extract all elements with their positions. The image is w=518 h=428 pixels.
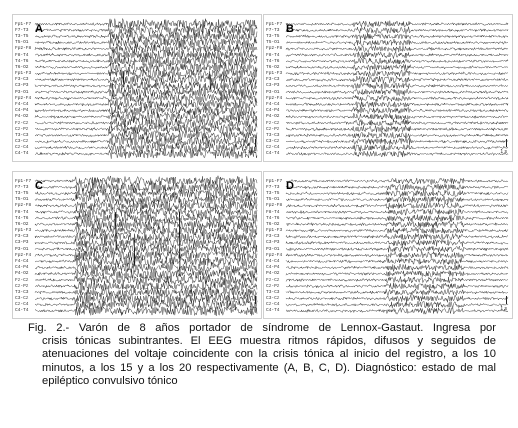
eeg-trace <box>286 89 508 96</box>
channel-label: T4-T6 <box>266 58 280 64</box>
eeg-trace <box>286 39 508 46</box>
channel-label: Cz-Pz <box>266 283 280 289</box>
channel-label: T3-C3 <box>266 289 280 295</box>
channel-label: T3-C3 <box>15 289 29 295</box>
channel-label: Fp1-F7 <box>266 178 283 184</box>
channel-label: F3-C3 <box>266 77 280 83</box>
eeg-trace <box>286 33 508 40</box>
channel-label: P3-O1 <box>266 89 280 95</box>
eeg-trace <box>35 176 257 187</box>
scale-label-d: 1 s <box>500 306 507 312</box>
channel-label: Fp1-F7 <box>15 21 32 27</box>
channel-label: T4-T6 <box>15 215 29 221</box>
eeg-panel-c <box>12 171 262 319</box>
eeg-trace <box>286 45 508 52</box>
eeg-trace <box>35 207 257 218</box>
scale-bar-c <box>255 296 256 304</box>
channel-label: Fp2-F4 <box>15 95 32 101</box>
channel-label: T6-O2 <box>15 221 29 227</box>
channel-label: Cz-C4 <box>266 145 280 151</box>
eeg-spike <box>113 84 114 100</box>
eeg-trace <box>286 301 508 308</box>
eeg-trace <box>35 99 257 110</box>
channel-label: F8-T4 <box>15 209 29 215</box>
eeg-trace <box>286 70 508 77</box>
channel-label: Fp1-F3 <box>266 71 283 77</box>
eeg-trace <box>286 283 508 290</box>
channel-label: T4-T6 <box>15 58 29 64</box>
eeg-trace <box>286 138 508 145</box>
channel-label: T3-T5 <box>266 190 280 196</box>
channel-label: F7-T3 <box>266 184 280 190</box>
channel-label: Fp1-F3 <box>15 71 32 77</box>
eeg-panel-b <box>263 14 513 162</box>
eeg-trace <box>286 239 508 246</box>
caption-first-line: Fig. 2.- Varón de 8 años portador de síndrome de Lennox-Gastaut. Ingresa por <box>28 322 496 334</box>
eeg-trace <box>286 58 508 64</box>
scale-label-b: 1 s <box>500 149 507 155</box>
channel-label: Cz-Pz <box>15 126 29 132</box>
channel-label: Fp2-F8 <box>15 203 32 209</box>
channel-label: Cz-Pz <box>15 283 29 289</box>
channel-label: P3-O1 <box>15 89 29 95</box>
eeg-trace <box>286 190 508 197</box>
panel-label-c: C <box>35 180 43 192</box>
eeg-trace <box>286 21 508 28</box>
panel-label-a: A <box>35 23 43 35</box>
channel-label: C4-T4 <box>266 151 280 157</box>
eeg-trace <box>286 245 508 252</box>
channel-label: T3-C3 <box>15 132 29 138</box>
channel-label: F7-T3 <box>15 184 29 190</box>
eeg-trace <box>286 202 508 210</box>
channel-label: Fz-Cz <box>266 277 280 283</box>
channel-label: T6-O2 <box>15 64 29 70</box>
eeg-trace <box>35 188 257 199</box>
channel-label: Fz-Cz <box>266 120 280 126</box>
channel-label: T6-O2 <box>266 221 280 227</box>
eeg-trace <box>286 308 508 315</box>
eeg-trace <box>286 64 508 71</box>
scale-bar-a <box>255 139 256 147</box>
channel-label: F8-T4 <box>266 52 280 58</box>
scale-bar-d <box>506 296 507 304</box>
eeg-trace <box>35 43 257 54</box>
eeg-trace <box>286 271 508 278</box>
eeg-panel-d <box>263 171 513 319</box>
channel-label: F7-T3 <box>266 27 280 33</box>
eeg-trace <box>286 131 508 138</box>
eeg-trace <box>35 213 257 224</box>
channel-label: F4-C4 <box>266 101 280 107</box>
eeg-trace <box>286 107 508 114</box>
channel-label: C3-Cz <box>15 139 29 145</box>
eeg-traces-c <box>13 172 262 319</box>
channel-label: C4-T4 <box>266 308 280 314</box>
channel-label: Fp2-F8 <box>15 46 32 52</box>
channel-label: F3-C3 <box>266 234 280 240</box>
figure-caption <box>28 322 496 388</box>
channel-label: Cz-C4 <box>266 302 280 308</box>
eeg-trace <box>286 145 508 152</box>
eeg-trace <box>286 221 508 228</box>
channel-label: C3-Cz <box>15 296 29 302</box>
eeg-trace <box>286 196 508 203</box>
channel-label: P3-O1 <box>15 246 29 252</box>
eeg-trace <box>35 86 257 97</box>
eeg-trace <box>286 227 508 234</box>
eeg-trace <box>286 277 508 284</box>
eeg-trace <box>286 125 508 132</box>
eeg-trace <box>286 27 508 34</box>
channel-label: F8-T4 <box>15 52 29 58</box>
channel-label: F8-T4 <box>266 209 280 215</box>
eeg-trace <box>286 208 508 215</box>
eeg-trace <box>35 231 257 242</box>
eeg-trace <box>286 257 508 264</box>
channel-label: T6-O2 <box>266 64 280 70</box>
eeg-trace <box>286 95 508 101</box>
channel-label: Fp1-F3 <box>15 228 32 234</box>
eeg-trace <box>35 306 257 316</box>
channel-label: F4-C4 <box>15 258 29 264</box>
channel-label: Fp1-F7 <box>15 178 32 184</box>
eeg-trace <box>286 295 508 302</box>
eeg-trace <box>286 151 508 157</box>
eeg-trace <box>286 264 508 271</box>
channel-label: T5-O1 <box>266 40 280 46</box>
channel-label: F4-C4 <box>266 258 280 264</box>
caption-body: crisis tónicas subintrantes. El EEG muestra ritmos rápidos, difusos y seguidos de atenuaciones del voltaje coincidente con la crisis tónica al inicio del registro, a los 10 minutos, a los 15 y a los 20 respectivamente (A, B, C, D). Diagnóstico: estado de mal epiléptico convulsivo tónico <box>42 335 496 387</box>
channel-label: C3-P3 <box>266 240 280 246</box>
channel-label: T4-T6 <box>266 215 280 221</box>
eeg-traces-a <box>13 15 262 162</box>
eeg-traces-b <box>264 15 513 162</box>
scale-label-c: 1 s <box>249 306 256 312</box>
channel-label: Fp2-F8 <box>266 46 283 52</box>
channel-label: Fp1-F3 <box>266 228 283 234</box>
channel-label: F7-T3 <box>15 27 29 33</box>
eeg-trace <box>35 25 257 35</box>
eeg-trace <box>286 113 508 120</box>
channel-label: C4-P4 <box>15 108 29 114</box>
eeg-trace <box>35 19 257 30</box>
channel-label: F3-C3 <box>15 234 29 240</box>
eeg-trace <box>286 76 508 84</box>
eeg-panel-a <box>12 14 262 162</box>
channel-label: F4-C4 <box>15 101 29 107</box>
channel-label: T3-T5 <box>266 33 280 39</box>
eeg-trace <box>286 119 508 126</box>
channel-label: Cz-Pz <box>266 126 280 132</box>
channel-label: Fp2-F4 <box>15 252 32 258</box>
channel-label: T5-O1 <box>266 197 280 203</box>
eeg-traces-d <box>264 172 513 319</box>
eeg-trace <box>286 251 508 258</box>
channel-label: C3-P3 <box>266 83 280 89</box>
channel-label: C4-P4 <box>15 265 29 271</box>
eeg-trace <box>35 256 257 267</box>
eeg-trace <box>286 82 508 89</box>
eeg-spike <box>123 71 124 87</box>
channel-label: P4-O2 <box>15 271 29 277</box>
channel-label: T3-T5 <box>15 33 29 39</box>
channel-label: T5-O1 <box>15 40 29 46</box>
channel-label: C4-T4 <box>15 151 29 157</box>
eeg-trace <box>35 148 257 159</box>
channel-label: Fp2-F4 <box>266 252 283 258</box>
eeg-trace <box>286 52 508 59</box>
channel-label: F3-C3 <box>15 77 29 83</box>
channel-label: T3-C3 <box>266 132 280 138</box>
scale-bar-b <box>506 139 507 147</box>
eeg-trace <box>286 101 508 107</box>
channel-label: C3-P3 <box>15 83 29 89</box>
channel-label: P3-O1 <box>266 246 280 252</box>
channel-label: Fp2-F4 <box>266 95 283 101</box>
channel-label: T5-O1 <box>15 197 29 203</box>
eeg-trace <box>286 178 508 185</box>
channel-label: Cz-C4 <box>15 302 29 308</box>
panel-label-d: D <box>286 180 294 192</box>
channel-label: C4-T4 <box>15 308 29 314</box>
channel-label: C3-Cz <box>266 296 280 302</box>
eeg-trace <box>35 130 257 141</box>
eeg-trace <box>286 215 508 222</box>
channel-label: P4-O2 <box>15 114 29 120</box>
channel-label: Fz-Cz <box>15 120 29 126</box>
channel-label: P4-O2 <box>266 114 280 120</box>
channel-label: T3-T5 <box>15 190 29 196</box>
channel-label: Fp1-F7 <box>266 21 283 27</box>
channel-label: P4-O2 <box>266 271 280 277</box>
channel-label: C4-P4 <box>266 265 280 271</box>
channel-label: Cz-C4 <box>15 145 29 151</box>
eeg-trace <box>286 233 508 240</box>
panel-label-b: B <box>286 23 294 35</box>
channel-label: C4-P4 <box>266 108 280 114</box>
channel-label: C3-Cz <box>266 139 280 145</box>
scale-label-a: 1 sec <box>244 149 256 155</box>
channel-label: Fp2-F8 <box>266 203 283 209</box>
eeg-trace <box>286 289 508 296</box>
channel-label: Fz-Cz <box>15 277 29 283</box>
channel-label: C3-P3 <box>15 240 29 246</box>
